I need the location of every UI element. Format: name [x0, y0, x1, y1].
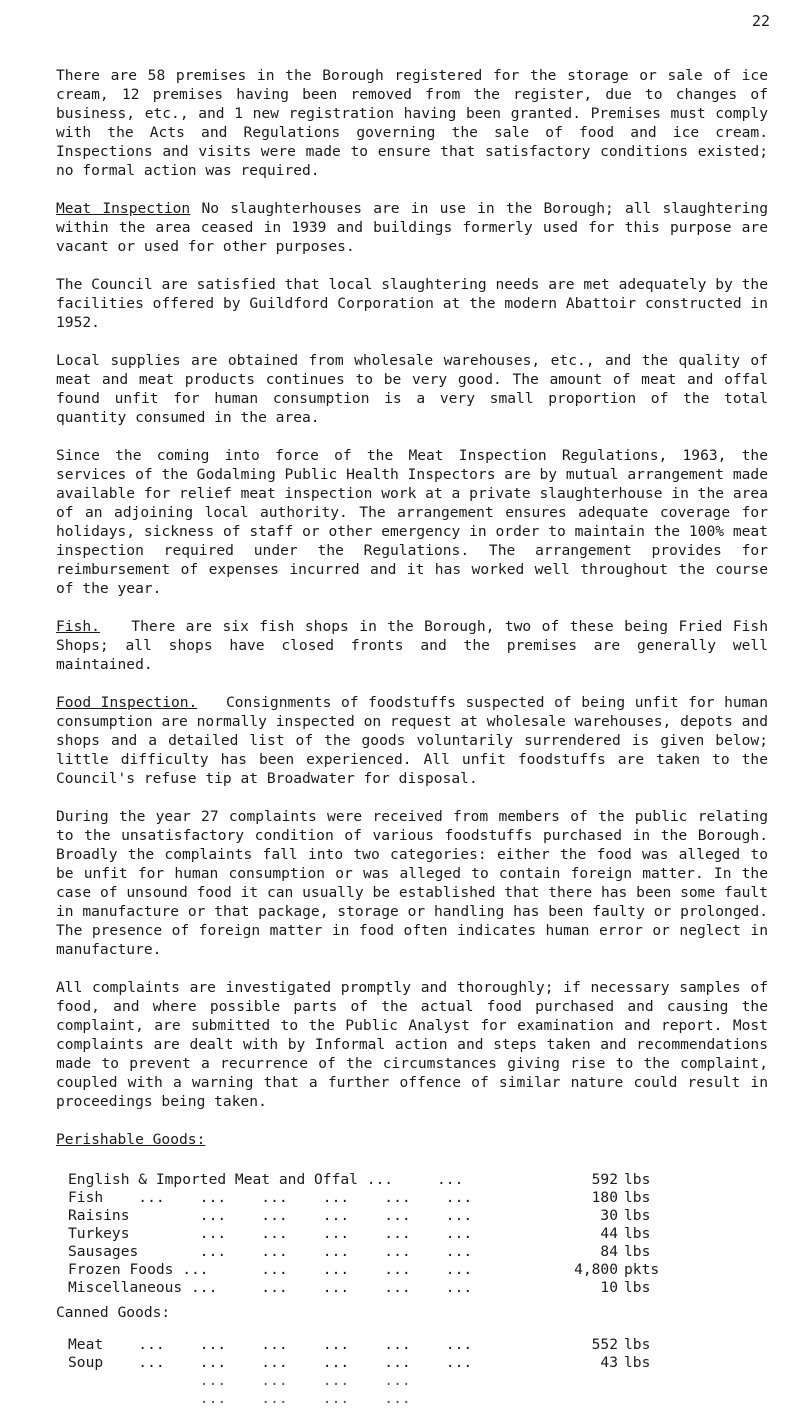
complaints-paragraph: During the year 27 complaints were received from members of the public relating to the unsatisfactory condition of various foodstuffs purchased in the Borough. Broadly the complaints fall into two categories: either the food was alleged to be unfit for human consumption or was alleged to contain foreign matter. In the case of unsound food it can usually be established that there has been some fault in manufacture or that package, storage or handling has been faulty or prolonged. The presence of foreign matter in food often indicates human error or neglect in manufacture.: [56, 808, 777, 958]
item-name: English & Imported Meat and Offal ... ...: [68, 1171, 464, 1188]
item-name: Soup ... ... ... ... ... ...: [68, 1354, 473, 1371]
list-item: [68, 1189, 768, 1207]
item-unit: lbs: [624, 1171, 651, 1188]
item-unit: lbs: [624, 1189, 651, 1206]
list-item: [68, 1171, 768, 1189]
item-unit: lbs: [624, 1207, 651, 1224]
goods-list: [56, 1171, 768, 1408]
fish-text: There are six fish shops in the Borough, two of these being Fried Fish Shops; all shops have closed fronts and the premises are generally well maintained.: [56, 618, 777, 673]
meat-inspection-paragraph: [56, 199, 777, 256]
investigation-paragraph: All complaints are investigated promptly and thoroughly; if necessary samples of food, and where possible parts of the actual food purchased and causing the complaint, are submitted to the Public Analyst for examination and report. Most complaints are dealt with by Informal action and steps taken and recommendations made to prevent a recurrence of the circumstances giving rise to the complaint, coupled with a warning that a further offence of similar nature could result in proceedings being taken.: [56, 979, 777, 1110]
list-item: [68, 1261, 768, 1279]
item-name: Miscellaneous ... ... ... ... ...: [68, 1279, 473, 1296]
item-quantity: 552: [591, 1336, 618, 1353]
item-quantity: 592: [591, 1171, 618, 1188]
item-unit: lbs: [624, 1336, 651, 1353]
guildford-abattoir-paragraph: The Council are satisfied that local slaughtering needs are met adequately by the facilities offered by Guildford Corporation at the modern Abattoir constructed in 1952.: [56, 276, 777, 331]
item-quantity: 84: [600, 1243, 618, 1260]
item-quantity: 43: [600, 1354, 618, 1371]
document-body: [56, 66, 777, 1408]
list-item: [68, 1279, 768, 1297]
local-supplies-paragraph: Local supplies are obtained from wholesale warehouses, etc., and the quality of meat and meat products continues to be very good. The amount of meat and offal found unfit for human consumption is a very small proportion of the total quantity consumed in the area.: [56, 352, 777, 426]
item-name: Fish ... ... ... ... ... ...: [68, 1189, 473, 1206]
item-name: Frozen Foods ... ... ... ... ...: [68, 1261, 473, 1278]
fish-heading: Fish.: [56, 618, 100, 635]
item-name: Raisins ... ... ... ... ...: [68, 1207, 473, 1224]
list-item: [68, 1354, 768, 1372]
list-item: [68, 1336, 768, 1354]
perishable-goods-heading: Perishable Goods:: [56, 1131, 206, 1148]
item-quantity: 30: [600, 1207, 618, 1224]
fish-paragraph: [56, 617, 777, 674]
item-name: Turkeys ... ... ... ... ...: [68, 1225, 473, 1242]
item-unit: lbs: [624, 1279, 651, 1296]
item-quantity: 44: [600, 1225, 618, 1242]
item-name: Sausages ... ... ... ... ...: [68, 1243, 473, 1260]
trailing-dots: ... ... ... ...: [68, 1372, 411, 1389]
meat-inspection-text: No slaughterhouses are in use in the Borough; all slaughtering within the area ceased in 1939 and buildings formerly used for this purpose are vacant or used for other purposes.: [56, 200, 777, 255]
item-unit: lbs: [624, 1354, 651, 1371]
trailing-dots: ... ... ... ...: [68, 1390, 411, 1407]
food-inspection-paragraph: [56, 693, 777, 788]
list-item: [68, 1243, 768, 1261]
meat-regulations-paragraph: Since the coming into force of the Meat Inspection Regulations, 1963, the services of the Godalming Public Health Inspectors are by mutual arrangement made available for relief meat inspection work at a private slaughterhouse in the area of an adjoining local authority. The arrangement ensures adequate coverage for holidays, sickness of staff or other emergency in order to maintain the 100% meat inspection required under the Regulations. The arrangement provides for reimbursement of expenses incurred and it has worked well throughout the course of the year.: [56, 447, 777, 597]
item-unit: lbs: [624, 1225, 651, 1242]
food-inspection-heading: Food Inspection.: [56, 694, 198, 711]
item-quantity: 180: [591, 1189, 618, 1206]
meat-inspection-heading: Meat Inspection: [56, 200, 191, 217]
item-quantity: 4,800: [574, 1261, 618, 1278]
canned-goods-heading: Canned Goods:: [56, 1304, 171, 1321]
page-number: 22: [751, 12, 770, 30]
list-item: [68, 1225, 768, 1243]
item-unit: pkts: [624, 1261, 660, 1278]
food-inspection-text: Consignments of foodstuffs suspected of being unfit for human consumption are normally inspected on request at wholesale warehouses, depots and shops and a detailed list of the goods voluntarily surrendered is given below; little difficulty has been experienced. All unfit foodstuffs are taken to the Council's refuse tip at Broadwater for disposal.: [56, 694, 777, 787]
list-item: [68, 1207, 768, 1225]
item-quantity: 10: [600, 1279, 618, 1296]
item-unit: lbs: [624, 1243, 651, 1260]
item-name: Meat ... ... ... ... ... ...: [68, 1336, 473, 1353]
ice-cream-paragraph: There are 58 premises in the Borough registered for the storage or sale of ice cream, 12 premises having been removed from the register, due to changes of business, etc., and 1 new registration having been granted. Premises must comply with the Acts and Regulations governing the sale of food and ice cream. Inspections and visits were made to ensure that satisfactory conditions existed; no formal action was required.: [56, 67, 777, 179]
